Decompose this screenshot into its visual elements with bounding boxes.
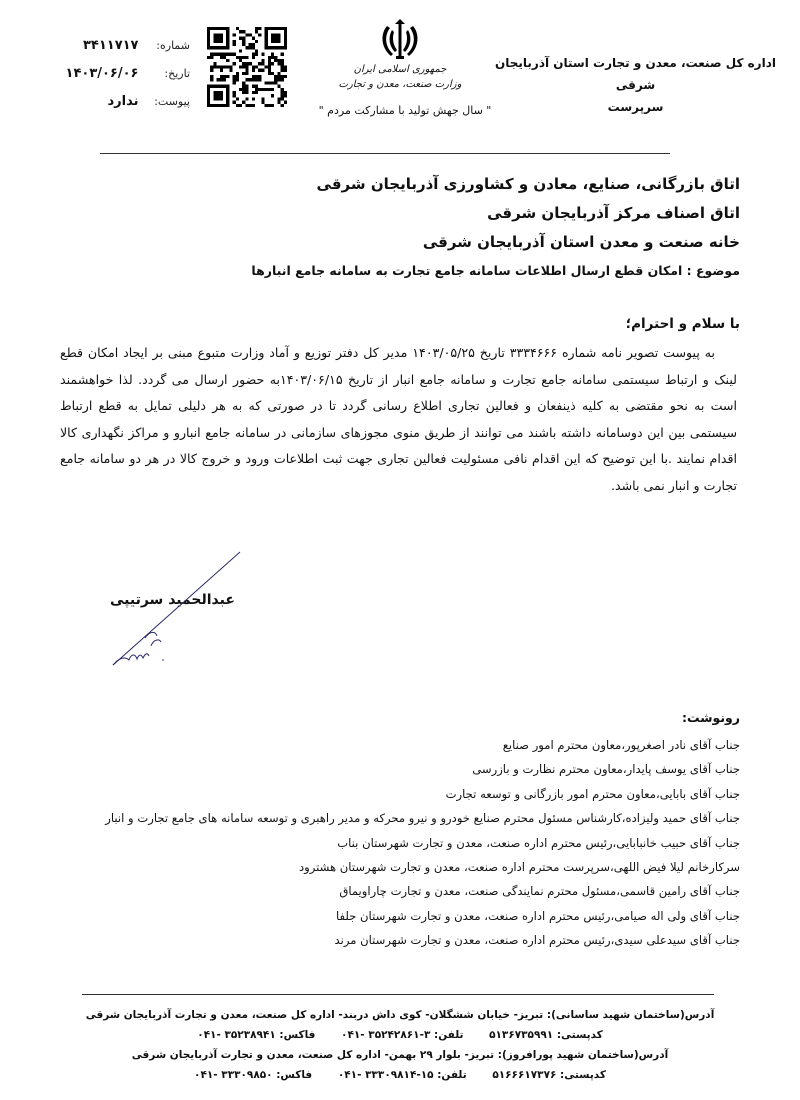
recipient: اتاق اصناف مرکز آذربایجان شرقی	[487, 204, 740, 222]
handwritten-signature-icon	[105, 550, 265, 670]
footer-contact-1	[80, 1025, 720, 1045]
footer-phone: تلفن: ۳-۳۵۲۴۲۸۶۱ -۰۴۱	[341, 1029, 464, 1041]
cc-title: رونوشت:	[681, 710, 740, 725]
letter-date-value: ۱۴۰۳/۰۶/۰۶	[65, 66, 139, 81]
cc-item: جناب آقای بابایی،معاون محترم امور بازرگانی و توسعه تجارت	[445, 786, 740, 801]
letter-number-label: شماره:	[156, 39, 190, 52]
cc-item: جناب آقای یوسف پایدار،معاون محترم نظارت و بازرسی	[472, 762, 740, 777]
footer-phone: تلفن: ۱۵-۳۳۳۰۹۸۱۴ -۰۴۱	[337, 1069, 467, 1081]
footer-divider	[82, 994, 714, 995]
letter-attachment-label: پیوست:	[154, 95, 190, 108]
signer-name: عبدالحمید سرتیپی	[110, 592, 235, 608]
ministry-emblem-text	[330, 62, 470, 92]
footer-address-1: آدرس(ساختمان شهید ساسانی): تبریز- خیابان ششگلان- کوی داش دربند- اداره کل صنعت، معدن و تجارت آذربایجان شرقی	[85, 1009, 715, 1021]
iran-emblem-icon	[375, 14, 425, 64]
letter-number-value: ۳۴۱۱۷۱۷	[82, 38, 139, 53]
header-divider	[100, 153, 670, 154]
letter-attachment	[40, 94, 190, 109]
footer-fax: فاکس: ۳۳۳۰۹۸۵۰ -۰۴۱	[194, 1069, 313, 1081]
emblem-ministry: وزارت صنعت، معدن و تجارت	[338, 79, 462, 90]
recipients-block	[140, 170, 740, 257]
greeting: با سلام و احترام؛	[625, 316, 740, 332]
cc-list	[20, 733, 740, 953]
qr-code-icon	[207, 27, 287, 107]
letter-number	[40, 38, 190, 53]
cc-item: جناب آقای نادر اصغرپور،معاون محترم امور صنایع	[502, 738, 740, 752]
cc-item: جناب آقای حمید ولیزاده،کارشناس مسئول محترم صنایع خودرو و نیرو محرکه و مدیر راهبری و توسعه سامانه های جامع تجارت و انبار	[105, 811, 740, 826]
cc-item: جناب آقای ولی اله صیامی،رئیس محترم اداره صنعت، معدن و تجارت شهرستان جلفا	[335, 908, 740, 923]
footer-postal-code: کدپستی: ۵۱۳۶۷۳۵۹۹۱	[489, 1029, 603, 1041]
letter-attachment-value: ندارد	[107, 94, 139, 109]
cc-item: جناب آقای رامین قاسمی،مسئول محترم نمایندگی صنعت، معدن و تجارت چاراویماق	[339, 884, 740, 899]
organization-header	[493, 52, 778, 118]
footer-fax: فاکس: ۳۵۲۳۸۹۴۱ -۰۴۱	[197, 1029, 316, 1041]
footer-postal-code: کدپستی: ۵۱۶۶۶۱۷۳۷۶	[492, 1069, 606, 1081]
cc-item: سرکارخانم لیلا فیض اللهی،سرپرست محترم اداره صنعت، معدن و تجارت شهرستان هشترود	[298, 860, 740, 875]
recipient: اتاق بازرگانی، صنایع، معادن و کشاورزی آذربایجان شرقی	[316, 175, 740, 193]
footer-address-2: آدرس(ساختمان شهید پورافروز): تبریز- بلوار ۲۹ بهمن- اداره کل صنعت، معدن و تجارت آذربایجان شرقی	[131, 1049, 669, 1061]
emblem-country: جمهوری اسلامی ایران	[353, 64, 447, 75]
organization-name: اداره کل صنعت، معدن و تجارت استان آذربایجان شرقی	[495, 56, 776, 92]
letter-subject: موضوع : امکان قطع ارسال اطلاعات سامانه جامع تجارت به سامانه جامع انبارها	[251, 263, 740, 278]
letter-date-label: تاریخ:	[164, 67, 190, 80]
organization-role: سرپرست	[607, 100, 664, 114]
year-slogan: " سال جهش تولید با مشارکت مردم "	[318, 104, 492, 117]
cc-item: جناب آقای سیدعلی سیدی،رئیس محترم اداره صنعت، معدن و تجارت شهرستان مرند	[334, 933, 740, 948]
recipient: خانه صنعت و معدن استان آذربایجان شرقی	[422, 233, 740, 251]
letter-body	[60, 340, 737, 499]
footer-contact-2	[80, 1065, 720, 1085]
body-paragraph: به پیوست تصویر نامه شماره ۳۳۳۴۶۶۶ تاریخ ۱۴۰۳/۰۵/۲۵ مدیر کل دفتر توزیع و آماد وزارت متبوع مبنی بر ایجاد امکان قطع لینک و ارتباط سیستمی سامانه جامع تجارت و سامانه جامع انبار از تاریخ ۱۴۰۳/۰۶/۱۵به حضور ارسال می گردد. لذا خواهشمند است به نحو مقتضی به کلیه ذینفعان و فعالین تجاری اطلاع رسانی گردد تا در صورتی که به هر دلیلی تمایل به قطع ارتباط سیستمی بین این دوسامانه داشته باشند می توانند از طریق منوی مجوزهای سازمانی در سامانه جامع انبارو و مراکز نگهداری کالا اقدام نمایند .با این توضیح که این اقدام نافی مسئولیت فعالین تجاری جهت ثبت اطلاعات ورود و خروج کالا در هر دو سامانه جامع تجارت و انبار نمی باشد.	[60, 345, 737, 493]
cc-item: جناب آقای حبیب خانبابایی،رئیس محترم اداره صنعت، معدن و تجارت شهرستان بناب	[337, 835, 740, 850]
letter-date	[40, 66, 190, 81]
